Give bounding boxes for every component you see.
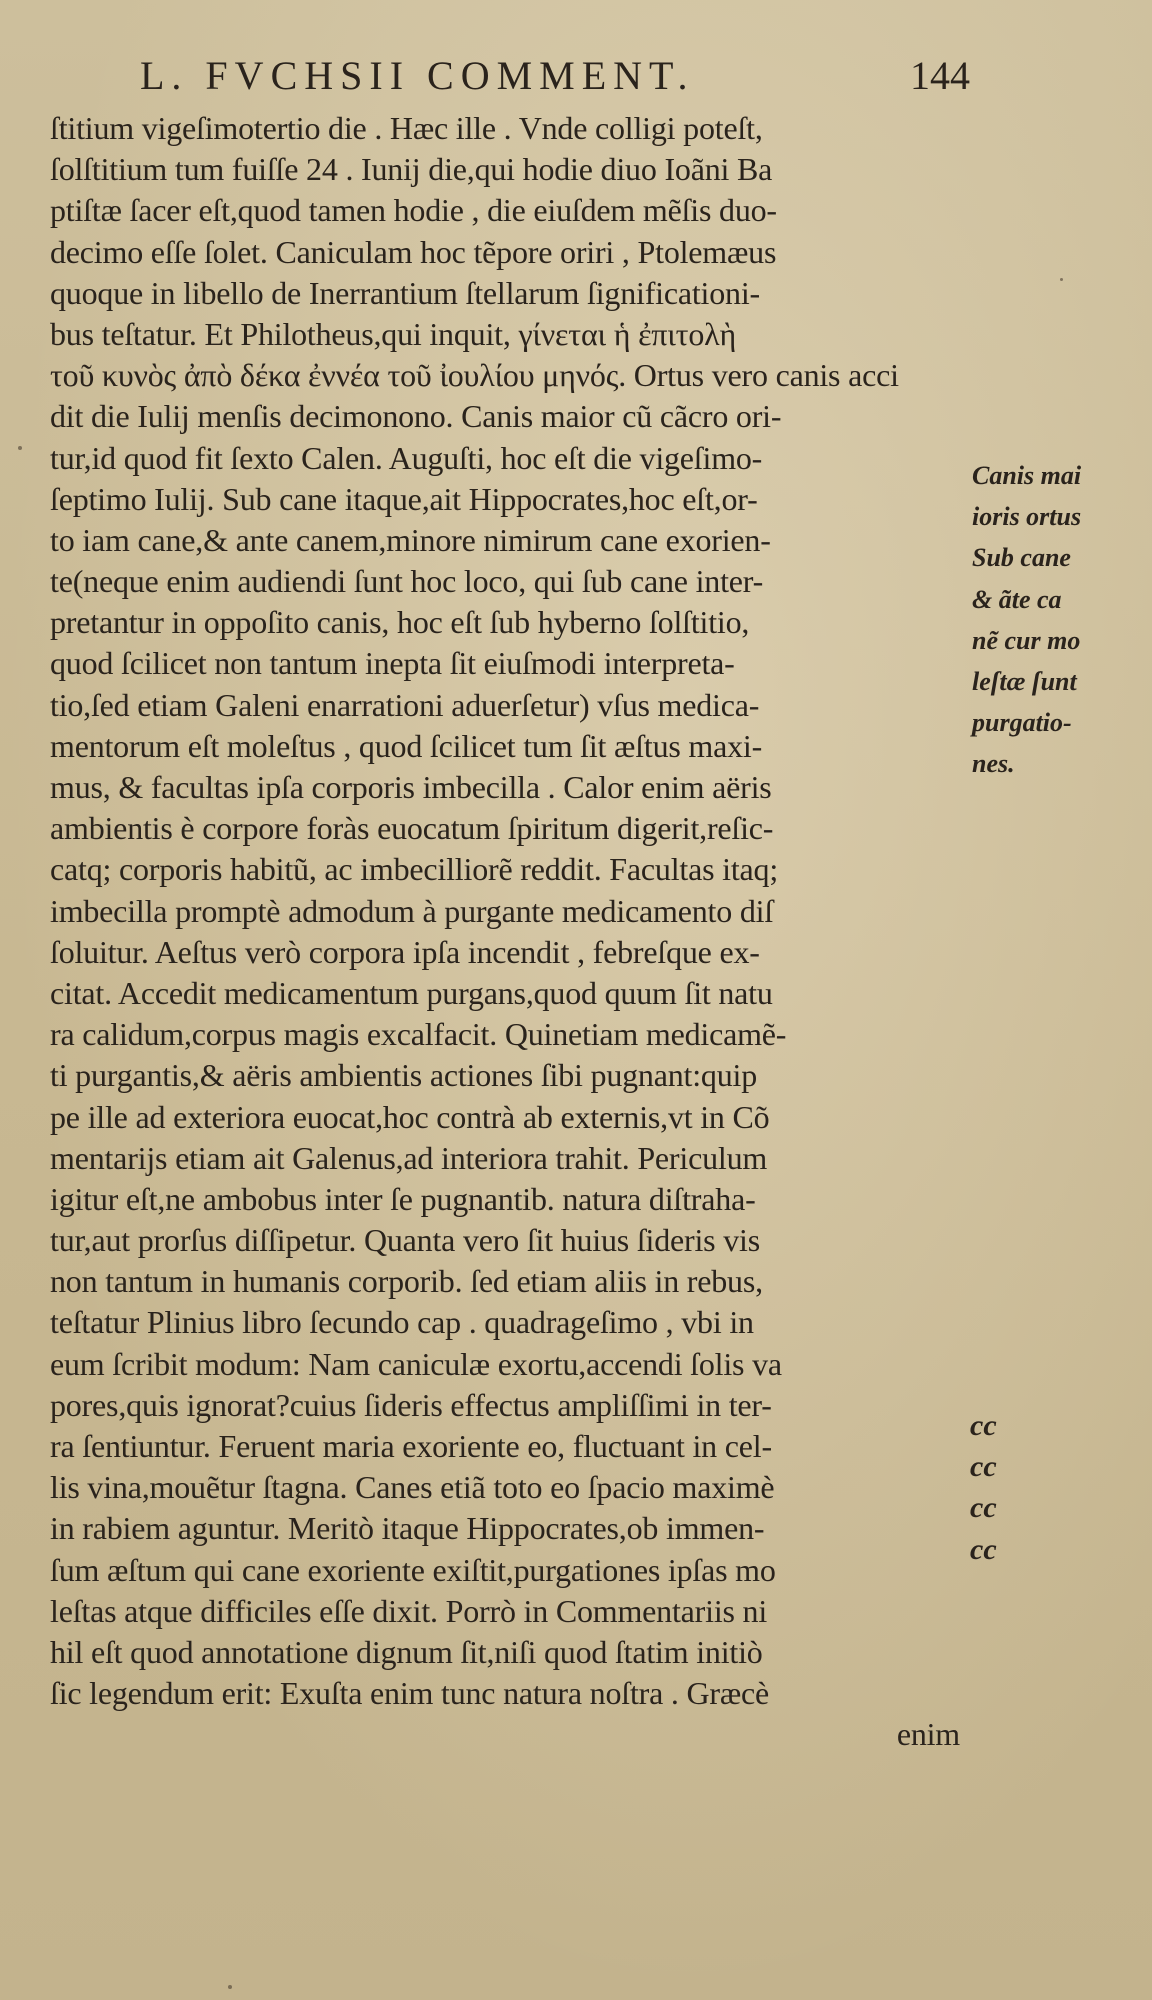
- main-text-column: [50, 108, 970, 1756]
- text-line: ra ſentiuntur. Feruent maria exoriente eo, fluctuant in cel-: [50, 1428, 772, 1464]
- text-line: igitur eſt,ne ambobus inter ſe pugnantib. natura diſtraha-: [50, 1180, 756, 1217]
- quotation-mark: cc: [970, 1409, 997, 1442]
- text-line: citat. Accedit medicamentum purgans,quod quum ſit natu: [50, 974, 773, 1011]
- page-number: 144: [910, 53, 970, 98]
- quotation-marks-column: [970, 1405, 1010, 1570]
- marginal-note-line: purgatio-: [972, 708, 1072, 738]
- text-line: tur,id quod fit ſexto Calen. Auguſti, hoc eſt die vigeſimo-: [50, 439, 763, 476]
- text-line: ti purgantis,& aëris ambientis actiones ſibi pugnant:quip: [50, 1057, 758, 1094]
- text-line: mentorum eſt moleſtus , quod ſcilicet tum ſit æſtus maxi-: [50, 727, 763, 764]
- text-line: tio,ſed etiam Galeni enarrationi aduerſetur) vſus medica-: [50, 686, 760, 723]
- text-line: ſoluitur. Aeſtus verò corpora ipſa incendit , febreſque ex-: [50, 933, 760, 970]
- text-line: eum ſcribit modum: Nam caniculæ exortu,accendi ſolis va: [50, 1345, 782, 1382]
- text-line: leſtas atque difficiles eſſe dixit. Porrò in Commentariis ni: [50, 1592, 768, 1629]
- text-line: pores,quis ignorat?cuius ſideris effectus ampliſſimi in ter-: [50, 1386, 772, 1423]
- text-line: in rabiem aguntur. Meritò itaque Hippocrates,ob immen-: [50, 1510, 765, 1547]
- text-line: ſolſtitium tum fuiſſe 24 . Iunij die,qui hodie diuo Ioãni Ba: [50, 151, 773, 188]
- text-line: τοῦ κυνὸς ἀπὸ δέκα ἐννέα τοῦ ἰουλίου μηνός. Ortus vero canis acci: [50, 357, 899, 394]
- text-line: ra calidum,corpus magis excalfacit. Quinetiam medicamẽ-: [50, 1016, 787, 1053]
- marginal-note-line: Canis mai: [972, 461, 1082, 490]
- paper-speck: [18, 446, 22, 450]
- text-line: quoque in libello de Inerrantium ſtellarum ſignificationi-: [50, 274, 760, 311]
- marginal-note-line: Sub cane: [972, 543, 1071, 573]
- text-line: ambientis è corpore foràs euocatum ſpiritum digerit,reſic-: [50, 810, 774, 847]
- marginal-note-line: nes.: [972, 749, 1015, 779]
- paper-speck: [1060, 278, 1063, 281]
- text-line: pretantur in oppoſito canis, hoc eſt ſub hyberno ſolſtitio,: [50, 604, 750, 641]
- page-header: [140, 52, 970, 102]
- text-line: bus teſtatur. Et Philotheus,qui inquit, γίνεται ἡ ἐπιτολὴ: [50, 315, 736, 352]
- text-line: ſic legendum erit: Exuſta enim tunc natura noſtra . Græcè: [50, 1675, 770, 1712]
- text-line: quod ſcilicet non tantum inepta ſit eiuſmodi interpreta-: [50, 645, 735, 682]
- text-line: mus, & facultas ipſa corporis imbecilla . Calor enim aëris: [50, 769, 772, 805]
- text-line: dit die Iulij menſis decimonono. Canis maior cũ cãcro ori-: [50, 398, 782, 435]
- marginal-note-line: ioris ortus: [972, 502, 1082, 532]
- paper-speck: [228, 1985, 232, 1989]
- text-line: mentarijs etiam ait Galenus,ad interiora trahit. Periculum: [50, 1139, 768, 1176]
- catchword: enim: [896, 1716, 960, 1753]
- text-line: ſtitium vigeſimotertio die . Hæc ille . Vnde colligi poteſt,: [50, 110, 763, 146]
- text-line: ſum æſtum qui cane exoriente exiſtit,purgationes ipſas mo: [50, 1551, 776, 1588]
- text-line: tur,aut prorſus diſſipetur. Quanta vero ſit huius ſideris vis: [50, 1222, 760, 1259]
- text-line: imbecilla promptè admodum à purgante medicamento diſ: [50, 892, 774, 929]
- text-line: hil eſt quod annotatione dignum ſit,niſi quod ſtatim initiò: [50, 1633, 763, 1670]
- text-line: non tantum in humanis corporib. ſed etiam aliis in rebus,: [50, 1263, 763, 1300]
- text-line: to iam cane,& ante canem,minore nimirum cane exorien-: [50, 521, 771, 558]
- text-line: pe ille ad exteriora euocat,hoc contrà ab externis,vt in Cõ: [50, 1098, 770, 1135]
- marginal-note-line: leſtæ ſunt: [972, 666, 1077, 696]
- marginal-note: [972, 455, 1112, 785]
- marginal-note-line: & ãte ca: [972, 584, 1062, 614]
- running-title: L. FVCHSII COMMENT.: [140, 53, 695, 98]
- text-line: decimo eſſe ſolet. Caniculam hoc tẽpore oriri , Ptolemæus: [50, 233, 777, 270]
- marginal-note-line: nẽ cur mo: [972, 625, 1081, 655]
- text-line: te(neque enim audiendi ſunt hoc loco, qui ſub cane inter-: [50, 563, 764, 600]
- text-line: catq; corporis habitũ, ac imbecilliorẽ reddit. Facultas itaq;: [50, 851, 779, 888]
- quotation-mark: cc: [970, 1532, 997, 1566]
- quotation-mark: cc: [970, 1491, 997, 1525]
- quotation-mark: cc: [970, 1450, 997, 1484]
- text-line: ſeptimo Iulij. Sub cane itaque,ait Hippocrates,hoc eſt,or-: [50, 480, 758, 517]
- text-line: lis vina,mouẽtur ſtagna. Canes etiã toto eo ſpacio maximè: [50, 1469, 775, 1506]
- text-line: teſtatur Plinius libro ſecundo cap . quadrageſimo , vbi in: [50, 1304, 754, 1341]
- text-line: ptiſtæ ſacer eſt,quod tamen hodie , die eiuſdem mẽſis duo-: [50, 192, 777, 229]
